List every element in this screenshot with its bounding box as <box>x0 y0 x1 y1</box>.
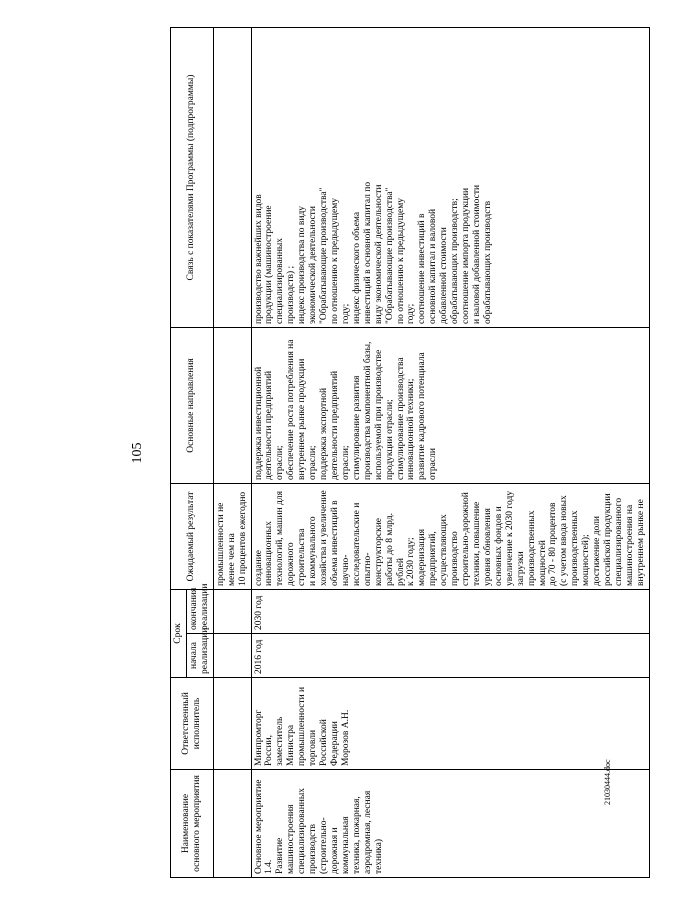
text-line: научно- <box>340 554 351 586</box>
text-line: обрабатывающих производств; <box>450 198 461 324</box>
header-row-1 <box>171 27 187 877</box>
text-line: машиностроения на <box>624 504 635 586</box>
text-line: достижение доли <box>592 516 603 586</box>
text-line: инновационной техники; <box>406 378 417 480</box>
text-line: строительно-дорожной <box>461 492 472 586</box>
text-line: используемой при производстве <box>373 349 384 480</box>
text-line: до 70 - 80 процентов <box>548 502 559 586</box>
text-line: производство <box>450 531 461 586</box>
text-line: "Обрабатывающие производства" <box>384 187 395 324</box>
document-code: 21030444.doc <box>603 759 612 805</box>
text-line: "Обрабатывающие производства" <box>319 187 330 324</box>
text-line: и коммунального <box>308 516 319 586</box>
text-line: инвестиций в основной капитал по <box>362 181 373 324</box>
text-line: российской продукции <box>603 493 614 586</box>
header-term: Срок <box>171 589 187 677</box>
header-start: начала реализации <box>186 634 213 678</box>
text-line: заместитель Министра <box>275 716 297 766</box>
text-line: производственных <box>526 510 537 586</box>
text-line: Минпромторг России, <box>253 709 275 766</box>
text-line: основных фондов и <box>493 506 504 586</box>
text-line: и валовой добавленной стоимости <box>471 184 482 324</box>
text-line: производств (строительно- <box>308 817 330 874</box>
executor-cell <box>251 678 649 770</box>
text-line: производство важнейших видов <box>253 194 264 324</box>
text-line: отрасли; <box>275 445 286 480</box>
header-main-directions: Основные направления <box>171 327 214 483</box>
text-line: хозяйства и увеличение <box>319 490 330 586</box>
end-year-cell: 2030 год <box>251 589 649 633</box>
text-line: соотношение инвестиций в <box>417 213 428 324</box>
header-expected-result: Ожидаемый результат <box>171 483 214 589</box>
text-line: (с учетом ввода новых <box>559 495 570 586</box>
start-year-cell: 2016 год <box>251 634 649 678</box>
continuation-row <box>213 27 251 877</box>
text-line: индекс физического объема <box>351 211 362 324</box>
program-indicators-cell <box>251 27 649 327</box>
text-line: соотношение импорта продукции <box>461 187 472 324</box>
text-line: загрузки <box>515 551 526 586</box>
text-line: исследовательские и <box>351 502 362 586</box>
text-line: году; <box>406 303 417 324</box>
text-line: предприятий, <box>428 531 439 586</box>
text-line: индекс производства по виду <box>297 205 308 324</box>
main-directions-cell <box>251 327 649 483</box>
text-line: объема инвестиций в <box>329 500 340 586</box>
text-line: виду экономической деятельности <box>373 184 384 324</box>
text-line: Развитие машиностроения <box>275 804 297 874</box>
text-line: опытно-конструкторские <box>362 518 384 586</box>
text-line: техники, повышение <box>471 501 482 586</box>
text-line: дорожного строительства <box>286 528 308 586</box>
text-line: производственных <box>570 510 581 586</box>
text-line: отрасли; <box>340 445 351 480</box>
text-line: Основное мероприятие 1.4. <box>253 779 275 874</box>
text-line: стимулирование развития <box>351 375 362 480</box>
header-activity-name: Наименование основного мероприятия <box>171 770 214 878</box>
text-line: специализированных <box>297 787 308 874</box>
text-line: создание инновационных <box>253 521 275 586</box>
text-line: году; <box>340 303 351 324</box>
text-line: дорожная и коммунальная <box>329 816 351 874</box>
text-line: производств) ; <box>286 265 297 324</box>
text-line: техника, пожарная, <box>351 796 362 874</box>
text-line: уровня обновления <box>482 508 493 586</box>
text-line: продукции отрасли; <box>384 399 395 480</box>
text-line: Федерации <box>329 721 340 766</box>
header-responsible-executor: Ответственный исполнитель <box>171 678 214 770</box>
text-line: внутреннем рынке продукции <box>297 358 308 480</box>
text-line: обеспечение роста потребления на <box>286 339 297 480</box>
text-line: экономической деятельности <box>308 206 319 324</box>
text-line: Морозов А.Н. <box>340 709 351 766</box>
text-line: отрасли <box>428 448 439 480</box>
text-line: по отношению к предыдущему <box>329 197 340 324</box>
continuation-result-cell <box>213 483 251 589</box>
text-line: 10 процентов ежегодно <box>237 491 248 586</box>
text-line: деятельности предприятий <box>264 370 275 480</box>
activity-name-cell <box>251 770 649 878</box>
page-number: 105 <box>130 442 145 464</box>
text-line: специализированного <box>613 497 624 586</box>
text-line: мощностей); <box>581 534 592 586</box>
text-line: обрабатывающих производств <box>482 200 493 324</box>
header-end: окончания реализации <box>186 589 213 633</box>
text-line: модернизация <box>417 529 428 586</box>
expected-result-cell <box>251 483 649 589</box>
text-line: основной капитал и валовой <box>428 208 439 324</box>
text-line: деятельности предприятий <box>329 370 340 480</box>
text-line: промышленности не <box>215 502 226 586</box>
text-line: работы до 8 млрд. рублей <box>384 512 406 586</box>
text-line: поддержка экспортной <box>319 387 330 480</box>
text-line: аэродромная, лесная техника) <box>362 790 384 874</box>
program-measures-table <box>170 27 650 878</box>
text-line: специализированных <box>275 237 286 324</box>
text-line: развитие кадрового потенциала <box>417 352 428 480</box>
text-line: внутреннем рынке не <box>635 499 646 586</box>
text-line: по отношению к предыдущему <box>395 197 406 324</box>
text-line: к 2030 году; <box>406 537 417 586</box>
text-line: менее чем на <box>226 533 237 586</box>
text-line: добавленной стоимости <box>439 227 450 324</box>
text-line: продукции (машиностроение <box>264 205 275 324</box>
text-line: стимулирование производства <box>395 357 406 480</box>
text-line: технологий, машин для <box>275 491 286 586</box>
header-program-indicators: Связь с показателями Программы (подпрограммы) <box>171 27 214 327</box>
text-line: осуществляющих <box>439 514 450 586</box>
text-line: производства компонентной базы, <box>362 341 373 480</box>
text-line: мощностей <box>537 540 548 586</box>
text-line: торговли Российской <box>308 719 330 766</box>
text-line: увеличение к 2030 году <box>504 490 515 586</box>
text-line: промышленности и <box>297 686 308 766</box>
table-row <box>251 27 649 877</box>
text-line: отрасли; <box>308 445 319 480</box>
text-line: поддержка инвестиционной <box>253 366 264 480</box>
